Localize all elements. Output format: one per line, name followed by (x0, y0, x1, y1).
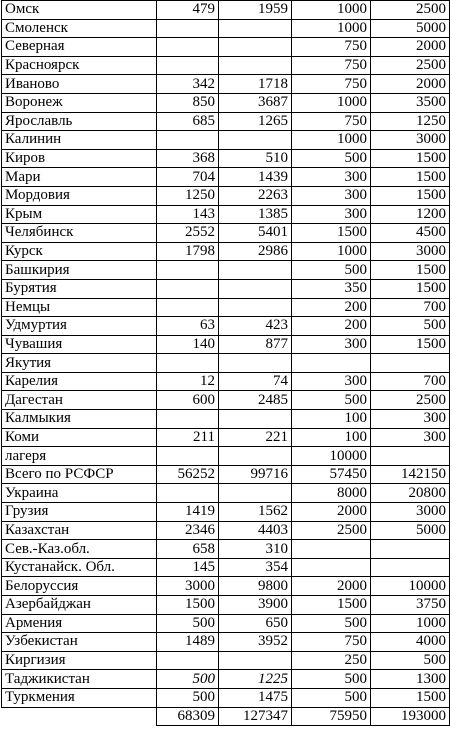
table-row (2, 465, 450, 484)
value-cell: 3687 (219, 93, 292, 112)
value-cell: 4000 (371, 633, 450, 652)
table-row (2, 540, 450, 559)
value-cell: 1225 (219, 670, 292, 689)
value-cell: 1250 (157, 186, 219, 205)
value-cell: 500 (371, 651, 450, 670)
value-cell: 368 (157, 149, 219, 168)
value-cell: 142150 (371, 465, 450, 484)
value-cell: 211 (157, 428, 219, 447)
value-cell: 1000 (292, 19, 371, 38)
value-cell: 300 (292, 168, 371, 187)
value-cell: 500 (157, 688, 219, 707)
value-cell: 500 (157, 670, 219, 689)
value-cell: 1200 (371, 205, 450, 224)
value-cell (157, 131, 219, 150)
value-cell: 4403 (219, 521, 292, 540)
region-name-cell: Украина (2, 484, 157, 503)
total-value-cell: 68309 (157, 707, 219, 726)
table-row (2, 651, 450, 670)
value-cell: 8000 (292, 484, 371, 503)
value-cell: 877 (219, 335, 292, 354)
region-name-cell: Смоленск (2, 19, 157, 38)
value-cell: 250 (292, 651, 371, 670)
table-row (2, 558, 450, 577)
value-cell: 500 (292, 261, 371, 280)
value-cell: 1500 (157, 596, 219, 615)
value-cell: 12 (157, 372, 219, 391)
value-cell: 1439 (219, 168, 292, 187)
value-cell (157, 56, 219, 75)
value-cell: 56252 (157, 465, 219, 484)
region-name-cell: Таджикистан (2, 670, 157, 689)
region-name-cell: лагеря (2, 447, 157, 466)
table-row (2, 577, 450, 596)
data-table (1, 0, 450, 726)
value-cell (157, 447, 219, 466)
value-cell: 1489 (157, 633, 219, 652)
value-cell: 100 (292, 410, 371, 429)
value-cell: 1419 (157, 503, 219, 522)
value-cell (219, 279, 292, 298)
value-cell: 600 (157, 391, 219, 410)
value-cell: 1300 (371, 670, 450, 689)
value-cell: 2346 (157, 521, 219, 540)
value-cell: 500 (371, 317, 450, 336)
value-cell: 479 (157, 1, 219, 20)
value-cell: 300 (292, 372, 371, 391)
value-cell (157, 38, 219, 57)
region-name-cell: Северная (2, 38, 157, 57)
region-name-cell: Узбекистан (2, 633, 157, 652)
region-name-cell: Мари (2, 168, 157, 187)
value-cell: 300 (292, 335, 371, 354)
value-cell: 2485 (219, 391, 292, 410)
region-name-cell: Иваново (2, 75, 157, 94)
value-cell: 1000 (292, 131, 371, 150)
value-cell: 1500 (371, 279, 450, 298)
value-cell: 4500 (371, 224, 450, 243)
value-cell: 2000 (371, 75, 450, 94)
region-name-cell: Азербайджан (2, 596, 157, 615)
value-cell: 500 (292, 614, 371, 633)
table-row (2, 688, 450, 707)
value-cell (157, 261, 219, 280)
value-cell: 100 (292, 428, 371, 447)
value-cell: 1000 (292, 1, 371, 20)
value-cell (371, 540, 450, 559)
value-cell: 650 (219, 614, 292, 633)
value-cell (157, 410, 219, 429)
value-cell: 1000 (371, 614, 450, 633)
value-cell: 5000 (371, 521, 450, 540)
value-cell: 2000 (371, 38, 450, 57)
region-name-cell: Воронеж (2, 93, 157, 112)
value-cell: 9800 (219, 577, 292, 596)
region-name-cell: Дагестан (2, 391, 157, 410)
value-cell: 500 (292, 149, 371, 168)
value-cell: 74 (219, 372, 292, 391)
table-row (2, 633, 450, 652)
table-row (2, 428, 450, 447)
value-cell: 700 (371, 372, 450, 391)
value-cell: 300 (292, 186, 371, 205)
value-cell: 3750 (371, 596, 450, 615)
region-name-cell: Крым (2, 205, 157, 224)
value-cell: 685 (157, 112, 219, 131)
value-cell (157, 298, 219, 317)
value-cell: 3500 (371, 93, 450, 112)
value-cell: 300 (292, 205, 371, 224)
value-cell: 3900 (219, 596, 292, 615)
value-cell: 750 (292, 112, 371, 131)
total-value-cell: 127347 (219, 707, 292, 726)
table-row (2, 205, 450, 224)
value-cell: 1798 (157, 242, 219, 261)
table-row (2, 521, 450, 540)
table-row (2, 596, 450, 615)
value-cell (219, 298, 292, 317)
value-cell: 3952 (219, 633, 292, 652)
value-cell: 510 (219, 149, 292, 168)
region-name-cell: Мордовия (2, 186, 157, 205)
value-cell: 1500 (371, 335, 450, 354)
region-name-cell: Киргизия (2, 651, 157, 670)
table-row (2, 317, 450, 336)
value-cell: 5000 (371, 19, 450, 38)
region-name-cell: Сев.-Каз.обл. (2, 540, 157, 559)
value-cell: 1500 (292, 596, 371, 615)
value-cell: 3000 (371, 242, 450, 261)
value-cell (371, 447, 450, 466)
value-cell: 750 (292, 75, 371, 94)
region-name-cell: Бурятия (2, 279, 157, 298)
value-cell: 700 (371, 298, 450, 317)
table-row (2, 335, 450, 354)
value-cell: 658 (157, 540, 219, 559)
region-name-cell: Грузия (2, 503, 157, 522)
table-row (2, 186, 450, 205)
value-cell: 200 (292, 298, 371, 317)
value-cell: 1250 (371, 112, 450, 131)
value-cell (157, 651, 219, 670)
region-name-cell: Туркмения (2, 688, 157, 707)
table-row (2, 131, 450, 150)
value-cell: 2986 (219, 242, 292, 261)
value-cell: 1000 (292, 93, 371, 112)
region-name-cell: Всего по РСФСР (2, 465, 157, 484)
region-name-cell: Казахстан (2, 521, 157, 540)
value-cell: 2552 (157, 224, 219, 243)
region-name-cell: Коми (2, 428, 157, 447)
table-row (2, 484, 450, 503)
value-cell: 10000 (292, 447, 371, 466)
table-row (2, 503, 450, 522)
value-cell (219, 38, 292, 57)
region-name-cell: Омск (2, 1, 157, 20)
value-cell (219, 19, 292, 38)
value-cell: 750 (292, 56, 371, 75)
value-cell (219, 261, 292, 280)
region-name-cell: Курск (2, 242, 157, 261)
value-cell: 300 (371, 428, 450, 447)
value-cell: 354 (219, 558, 292, 577)
value-cell (292, 558, 371, 577)
value-cell: 1718 (219, 75, 292, 94)
total-value-cell: 193000 (371, 707, 450, 726)
value-cell: 1500 (371, 688, 450, 707)
region-name-cell: Калмыкия (2, 410, 157, 429)
value-cell: 1265 (219, 112, 292, 131)
value-cell: 1562 (219, 503, 292, 522)
value-cell: 704 (157, 168, 219, 187)
table-row (2, 261, 450, 280)
value-cell: 423 (219, 317, 292, 336)
table-row (2, 298, 450, 317)
value-cell (157, 354, 219, 373)
region-name-cell: Белоруссия (2, 577, 157, 596)
value-cell (292, 354, 371, 373)
value-cell: 1500 (371, 149, 450, 168)
value-cell: 1385 (219, 205, 292, 224)
value-cell: 1500 (371, 261, 450, 280)
value-cell: 500 (292, 670, 371, 689)
value-cell: 500 (157, 614, 219, 633)
value-cell: 57450 (292, 465, 371, 484)
table-row (2, 38, 450, 57)
table-row (2, 19, 450, 38)
table-row (2, 354, 450, 373)
value-cell: 750 (292, 633, 371, 652)
value-cell: 350 (292, 279, 371, 298)
value-cell: 10000 (371, 577, 450, 596)
value-cell: 2263 (219, 186, 292, 205)
value-cell: 1500 (371, 186, 450, 205)
value-cell: 500 (292, 688, 371, 707)
table-row (2, 224, 450, 243)
region-name-cell: Башкирия (2, 261, 157, 280)
value-cell (157, 19, 219, 38)
value-cell (219, 56, 292, 75)
region-name-cell: Челябинск (2, 224, 157, 243)
table-body (2, 1, 450, 726)
value-cell: 310 (219, 540, 292, 559)
table-row (2, 93, 450, 112)
value-cell: 1500 (371, 168, 450, 187)
table-row (2, 670, 450, 689)
value-cell: 750 (292, 38, 371, 57)
value-cell: 63 (157, 317, 219, 336)
value-cell: 850 (157, 93, 219, 112)
value-cell (219, 447, 292, 466)
value-cell: 5401 (219, 224, 292, 243)
value-cell (157, 484, 219, 503)
value-cell: 143 (157, 205, 219, 224)
value-cell: 300 (371, 410, 450, 429)
value-cell: 1000 (292, 242, 371, 261)
table-row (2, 410, 450, 429)
value-cell: 2500 (292, 521, 371, 540)
value-cell (219, 131, 292, 150)
value-cell: 2000 (292, 503, 371, 522)
value-cell: 20800 (371, 484, 450, 503)
value-cell (219, 410, 292, 429)
region-name-cell: Красноярск (2, 56, 157, 75)
value-cell: 500 (292, 391, 371, 410)
table-row (2, 1, 450, 20)
table-row (2, 279, 450, 298)
region-name-cell: Якутия (2, 354, 157, 373)
region-name-cell: Ярославль (2, 112, 157, 131)
value-cell (157, 279, 219, 298)
region-name-cell: Кустанайск. Обл. (2, 558, 157, 577)
table-row (2, 112, 450, 131)
table-row (2, 372, 450, 391)
value-cell: 1500 (292, 224, 371, 243)
table-row (2, 56, 450, 75)
table-row (2, 242, 450, 261)
value-cell: 221 (219, 428, 292, 447)
value-cell: 1959 (219, 1, 292, 20)
totals-row (2, 707, 450, 726)
region-name-cell: Удмуртия (2, 317, 157, 336)
value-cell (219, 651, 292, 670)
value-cell: 1475 (219, 688, 292, 707)
value-cell: 145 (157, 558, 219, 577)
value-cell: 3000 (371, 503, 450, 522)
table-row (2, 447, 450, 466)
value-cell (219, 354, 292, 373)
value-cell: 2000 (292, 577, 371, 596)
table-row (2, 149, 450, 168)
region-name-cell: Киров (2, 149, 157, 168)
value-cell: 2500 (371, 56, 450, 75)
total-value-cell: 75950 (292, 707, 371, 726)
table-row (2, 75, 450, 94)
value-cell: 99716 (219, 465, 292, 484)
value-cell (219, 484, 292, 503)
value-cell (371, 354, 450, 373)
table-row (2, 168, 450, 187)
value-cell: 3000 (371, 131, 450, 150)
value-cell: 3000 (157, 577, 219, 596)
value-cell (292, 540, 371, 559)
region-name-cell: Чувашия (2, 335, 157, 354)
value-cell: 140 (157, 335, 219, 354)
value-cell: 2500 (371, 391, 450, 410)
table-row (2, 391, 450, 410)
value-cell (371, 558, 450, 577)
table-row (2, 614, 450, 633)
value-cell: 2500 (371, 1, 450, 20)
region-name-cell: Армения (2, 614, 157, 633)
region-name-cell: Немцы (2, 298, 157, 317)
region-name-cell: Калинин (2, 131, 157, 150)
region-name-cell: Карелия (2, 372, 157, 391)
value-cell: 342 (157, 75, 219, 94)
totals-label-cell (2, 707, 157, 726)
value-cell: 200 (292, 317, 371, 336)
